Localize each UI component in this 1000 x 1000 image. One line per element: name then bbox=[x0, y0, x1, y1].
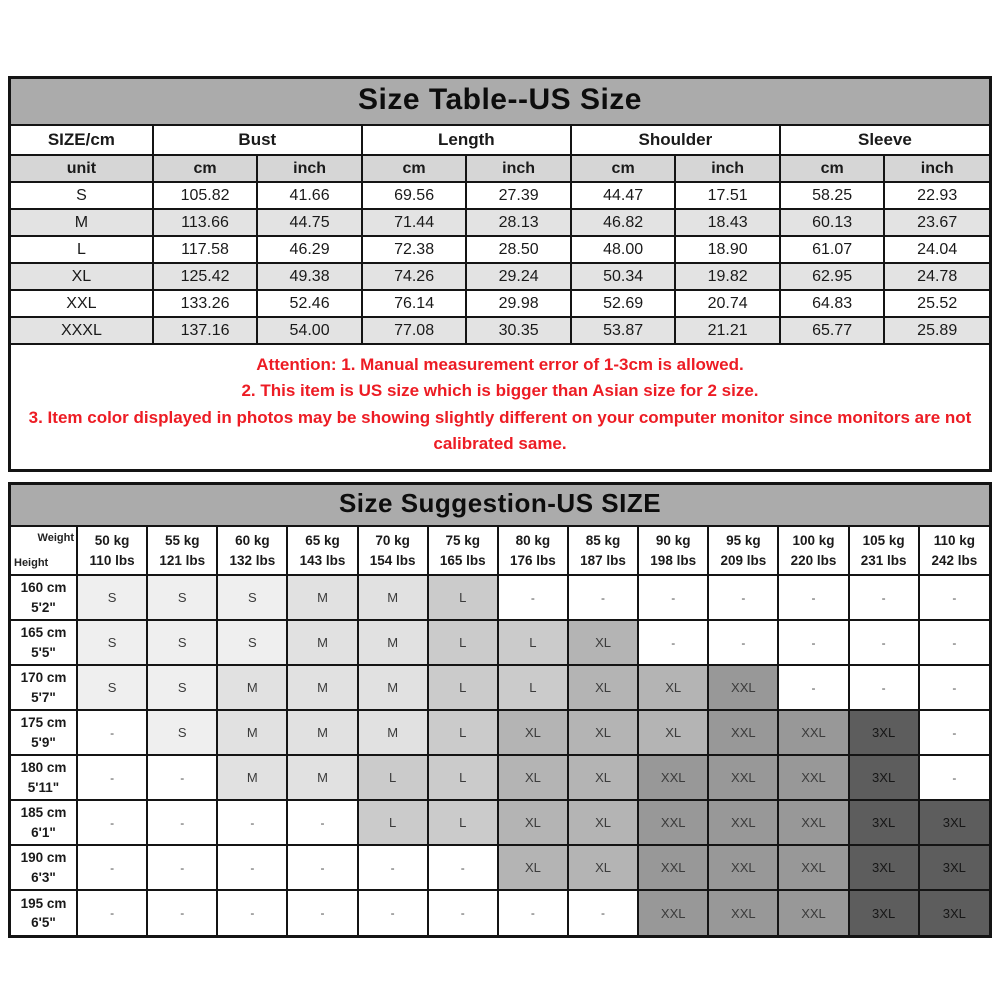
size-label-cell: L bbox=[11, 236, 153, 263]
measurement-cell: 21.21 bbox=[675, 317, 780, 344]
weight-lbs-label: 143 lbs bbox=[299, 552, 346, 568]
suggestion-row bbox=[11, 845, 989, 890]
measurement-cell: 74.26 bbox=[362, 263, 467, 290]
measurement-cell: 72.38 bbox=[362, 236, 467, 263]
size-table-body bbox=[11, 182, 989, 344]
size-suggestion-cell: - bbox=[77, 890, 147, 935]
size-suggestion-cell: M bbox=[358, 710, 428, 755]
measurement-cell: 50.34 bbox=[571, 263, 676, 290]
height-ft-label: 5'5" bbox=[31, 644, 56, 660]
size-suggestion-cell: XXL bbox=[778, 845, 848, 890]
size-table-row bbox=[11, 182, 989, 209]
size-suggestion-cell: - bbox=[287, 890, 357, 935]
measurement-cell: 44.47 bbox=[571, 182, 676, 209]
size-suggestion-cell: 3XL bbox=[919, 845, 989, 890]
size-suggestion-cell: L bbox=[428, 710, 498, 755]
size-suggestion-cell: 3XL bbox=[919, 890, 989, 935]
size-table-row bbox=[11, 236, 989, 263]
weight-header-cell bbox=[778, 527, 848, 575]
size-label-cell: S bbox=[11, 182, 153, 209]
size-suggestion-cell: - bbox=[428, 890, 498, 935]
weight-lbs-label: 231 lbs bbox=[860, 552, 907, 568]
size-suggestion-cell: - bbox=[849, 620, 919, 665]
size-suggestion-cell: - bbox=[919, 755, 989, 800]
size-suggestion-cell: M bbox=[287, 710, 357, 755]
weight-lbs-label: 176 lbs bbox=[510, 552, 556, 568]
height-ft-label: 5'2" bbox=[31, 599, 56, 615]
size-suggestion-cell: - bbox=[919, 710, 989, 755]
unit-cell: cm bbox=[780, 155, 885, 182]
size-suggestion-cell: XL bbox=[568, 710, 638, 755]
size-suggestion-cell: - bbox=[778, 620, 848, 665]
weight-kg-label: 95 kg bbox=[726, 532, 761, 548]
measurement-cell: 23.67 bbox=[884, 209, 989, 236]
size-suggestion-cell: M bbox=[358, 620, 428, 665]
measurement-cell: 30.35 bbox=[466, 317, 571, 344]
height-ft-label: 5'7" bbox=[31, 689, 56, 705]
size-suggestion-cell: M bbox=[287, 755, 357, 800]
unit-row bbox=[11, 155, 989, 182]
weight-lbs-label: 198 lbs bbox=[650, 552, 697, 568]
size-suggestion-cell: 3XL bbox=[849, 800, 919, 845]
size-suggestion-cell: - bbox=[217, 800, 287, 845]
suggestion-row bbox=[11, 710, 989, 755]
height-ft-label: 5'11" bbox=[27, 779, 60, 795]
size-table-group-header-row bbox=[11, 126, 989, 155]
measurement-cell: 76.14 bbox=[362, 290, 467, 317]
measurement-cell: 71.44 bbox=[362, 209, 467, 236]
height-cm-label: 160 cm bbox=[20, 580, 67, 596]
size-suggestion-cell: M bbox=[217, 710, 287, 755]
size-suggestion-cell: XL bbox=[568, 755, 638, 800]
size-suggestion-cell: XL bbox=[568, 665, 638, 710]
measurement-cell: 18.90 bbox=[675, 236, 780, 263]
weight-header-cell bbox=[428, 527, 498, 575]
size-table-section bbox=[8, 76, 992, 472]
size-suggestion-cell: - bbox=[708, 575, 778, 620]
size-suggestion-cell: - bbox=[147, 755, 217, 800]
size-suggestion-cell: - bbox=[217, 845, 287, 890]
attention-line: 2. This item is US size which is bigger than Asian size for 2 size. bbox=[241, 381, 759, 401]
size-suggestion-cell: L bbox=[358, 755, 428, 800]
measurement-cell: 24.04 bbox=[884, 236, 989, 263]
weight-header-cell bbox=[638, 527, 708, 575]
weight-header-cell bbox=[358, 527, 428, 575]
unit-cell: cm bbox=[571, 155, 676, 182]
size-suggestion-table bbox=[11, 527, 989, 935]
size-suggestion-cell: - bbox=[77, 710, 147, 755]
size-suggestion-cell: - bbox=[638, 575, 708, 620]
size-suggestion-cell: L bbox=[428, 665, 498, 710]
size-suggestion-cell: - bbox=[147, 845, 217, 890]
suggestion-row bbox=[11, 620, 989, 665]
size-table-row bbox=[11, 263, 989, 290]
size-suggestion-cell: XXL bbox=[638, 890, 708, 935]
measurement-cell: 28.13 bbox=[466, 209, 571, 236]
size-suggestion-cell: M bbox=[358, 575, 428, 620]
size-suggestion-cell: M bbox=[287, 620, 357, 665]
size-suggestion-cell: XXL bbox=[778, 755, 848, 800]
suggestion-table-body bbox=[11, 575, 989, 935]
size-table-title: Size Table--US Size bbox=[11, 79, 989, 126]
weight-kg-label: 65 kg bbox=[305, 532, 340, 548]
size-suggestion-cell: - bbox=[919, 620, 989, 665]
height-header-cell bbox=[11, 800, 77, 845]
height-ft-label: 6'5" bbox=[31, 915, 56, 931]
size-suggestion-cell: S bbox=[147, 665, 217, 710]
suggestion-row bbox=[11, 800, 989, 845]
size-suggestion-cell: 3XL bbox=[849, 710, 919, 755]
weight-lbs-label: 132 lbs bbox=[229, 552, 276, 568]
measurement-cell: 44.75 bbox=[257, 209, 362, 236]
size-suggestion-cell: - bbox=[217, 890, 287, 935]
measurement-cell: 52.69 bbox=[571, 290, 676, 317]
size-suggestion-section bbox=[8, 482, 992, 938]
size-suggestion-cell: L bbox=[428, 755, 498, 800]
size-table-row bbox=[11, 290, 989, 317]
unit-cell: inch bbox=[675, 155, 780, 182]
suggestion-row bbox=[11, 890, 989, 935]
size-suggestion-cell: L bbox=[498, 665, 568, 710]
weight-header-cell bbox=[498, 527, 568, 575]
size-suggestion-cell: - bbox=[568, 575, 638, 620]
size-suggestion-cell: XXL bbox=[778, 800, 848, 845]
size-suggestion-cell: - bbox=[287, 800, 357, 845]
unit-cell: cm bbox=[153, 155, 258, 182]
size-label-cell: XL bbox=[11, 263, 153, 290]
weight-lbs-label: 220 lbs bbox=[790, 552, 837, 568]
weight-height-corner-cell bbox=[11, 527, 77, 575]
size-suggestion-cell: - bbox=[919, 575, 989, 620]
size-suggestion-cell: L bbox=[428, 800, 498, 845]
unit-cell: unit bbox=[11, 155, 153, 182]
size-suggestion-cell: - bbox=[358, 890, 428, 935]
size-suggestion-cell: XXL bbox=[638, 755, 708, 800]
size-suggestion-cell: L bbox=[428, 620, 498, 665]
size-suggestion-cell: XXL bbox=[708, 665, 778, 710]
measurement-cell: 27.39 bbox=[466, 182, 571, 209]
attention-line: 3. Item color displayed in photos may be showing slightly different on your computer monitor since monitors are not calibrated same. bbox=[28, 407, 972, 454]
size-suggestion-cell: S bbox=[217, 575, 287, 620]
size-suggestion-cell: XL bbox=[498, 800, 568, 845]
size-table-row bbox=[11, 209, 989, 236]
height-ft-label: 5'9" bbox=[31, 734, 56, 750]
size-suggestion-cell: - bbox=[358, 845, 428, 890]
size-suggestion-cell: XL bbox=[568, 620, 638, 665]
corner-height-label: Height bbox=[14, 556, 49, 569]
height-header-cell bbox=[11, 890, 77, 935]
size-suggestion-cell: - bbox=[498, 575, 568, 620]
measurement-cell: 28.50 bbox=[466, 236, 571, 263]
weight-kg-label: 80 kg bbox=[515, 532, 551, 548]
length-header: Length bbox=[362, 126, 571, 155]
size-suggestion-cell: S bbox=[147, 620, 217, 665]
size-suggestion-cell: - bbox=[638, 620, 708, 665]
weight-lbs-label: 121 lbs bbox=[159, 552, 206, 568]
unit-cell: inch bbox=[466, 155, 571, 182]
weight-lbs-label: 242 lbs bbox=[931, 552, 978, 568]
size-suggestion-cell: XXL bbox=[778, 710, 848, 755]
measurement-cell: 61.07 bbox=[780, 236, 885, 263]
measurement-cell: 29.98 bbox=[466, 290, 571, 317]
attention-line: Attention: 1. Manual measurement error of 1-3cm is allowed. bbox=[256, 355, 744, 374]
height-cm-label: 175 cm bbox=[20, 715, 67, 731]
suggestion-row bbox=[11, 575, 989, 620]
size-suggestion-cell: XXL bbox=[638, 800, 708, 845]
size-suggestion-cell: S bbox=[147, 575, 217, 620]
size-suggestion-cell: XL bbox=[498, 755, 568, 800]
size-suggestion-cell: S bbox=[77, 575, 147, 620]
weight-kg-label: 105 kg bbox=[862, 532, 905, 548]
size-label-cell: M bbox=[11, 209, 153, 236]
attention-text bbox=[11, 345, 989, 469]
weight-header-cell bbox=[147, 527, 217, 575]
measurement-cell: 53.87 bbox=[571, 317, 676, 344]
height-header-cell bbox=[11, 845, 77, 890]
size-suggestion-cell: M bbox=[217, 665, 287, 710]
height-cm-label: 195 cm bbox=[20, 895, 67, 911]
measurement-cell: 49.38 bbox=[257, 263, 362, 290]
size-suggestion-cell: M bbox=[217, 755, 287, 800]
weight-kg-label: 85 kg bbox=[585, 532, 621, 548]
weight-header-cell bbox=[708, 527, 778, 575]
weight-lbs-label: 110 lbs bbox=[89, 552, 135, 568]
size-suggestion-cell: - bbox=[849, 665, 919, 710]
unit-cell: inch bbox=[884, 155, 989, 182]
size-suggestion-cell: - bbox=[708, 620, 778, 665]
size-suggestion-cell: - bbox=[147, 800, 217, 845]
corner-weight-label: Weight bbox=[37, 532, 74, 545]
weight-lbs-label: 165 lbs bbox=[439, 552, 486, 568]
weight-lbs-label: 209 lbs bbox=[720, 552, 767, 568]
bust-header: Bust bbox=[153, 126, 362, 155]
size-suggestion-cell: M bbox=[287, 665, 357, 710]
weight-header-cell bbox=[217, 527, 287, 575]
weight-kg-label: 55 kg bbox=[164, 532, 200, 548]
size-suggestion-cell: XL bbox=[498, 710, 568, 755]
size-suggestion-cell: 3XL bbox=[849, 890, 919, 935]
size-suggestion-cell: 3XL bbox=[919, 800, 989, 845]
sleeve-header: Sleeve bbox=[780, 126, 989, 155]
size-suggestion-cell: - bbox=[77, 800, 147, 845]
weight-kg-label: 70 kg bbox=[375, 532, 410, 548]
weight-header-cell bbox=[568, 527, 638, 575]
measurement-cell: 105.82 bbox=[153, 182, 258, 209]
size-suggestion-cell: - bbox=[778, 665, 848, 710]
measurement-cell: 22.93 bbox=[884, 182, 989, 209]
size-suggestion-cell: S bbox=[77, 620, 147, 665]
measurement-cell: 46.29 bbox=[257, 236, 362, 263]
weight-kg-label: 110 kg bbox=[933, 532, 975, 548]
measurement-cell: 24.78 bbox=[884, 263, 989, 290]
measurement-cell: 17.51 bbox=[675, 182, 780, 209]
size-suggestion-title: Size Suggestion-US SIZE bbox=[11, 485, 989, 527]
unit-cell: cm bbox=[362, 155, 467, 182]
measurement-cell: 137.16 bbox=[153, 317, 258, 344]
height-header-cell bbox=[11, 620, 77, 665]
size-suggestion-cell: S bbox=[77, 665, 147, 710]
weight-kg-label: 50 kg bbox=[94, 532, 130, 548]
size-suggestion-cell: S bbox=[147, 710, 217, 755]
measurement-cell: 133.26 bbox=[153, 290, 258, 317]
size-suggestion-cell: XXL bbox=[708, 710, 778, 755]
size-suggestion-cell: - bbox=[428, 845, 498, 890]
measurement-cell: 29.24 bbox=[466, 263, 571, 290]
size-suggestion-cell: XL bbox=[498, 845, 568, 890]
height-cm-label: 165 cm bbox=[20, 625, 67, 641]
height-header-cell bbox=[11, 665, 77, 710]
measurement-cell: 52.46 bbox=[257, 290, 362, 317]
measurement-cell: 18.43 bbox=[675, 209, 780, 236]
size-suggestion-cell: - bbox=[778, 575, 848, 620]
size-label-cell: XXXL bbox=[11, 317, 153, 344]
size-suggestion-cell: L bbox=[358, 800, 428, 845]
shoulder-header: Shoulder bbox=[571, 126, 780, 155]
suggestion-row bbox=[11, 665, 989, 710]
measurement-cell: 117.58 bbox=[153, 236, 258, 263]
size-suggestion-cell: - bbox=[287, 845, 357, 890]
size-suggestion-cell: XXL bbox=[708, 755, 778, 800]
measurement-cell: 25.89 bbox=[884, 317, 989, 344]
unit-cell: inch bbox=[257, 155, 362, 182]
weight-header-cell bbox=[77, 527, 147, 575]
height-cm-label: 190 cm bbox=[20, 850, 67, 866]
size-suggestion-cell: - bbox=[77, 755, 147, 800]
measurement-cell: 25.52 bbox=[884, 290, 989, 317]
measurement-cell: 41.66 bbox=[257, 182, 362, 209]
height-ft-label: 6'1" bbox=[31, 824, 56, 840]
measurement-cell: 113.66 bbox=[153, 209, 258, 236]
height-cm-label: 185 cm bbox=[20, 805, 67, 821]
measurement-cell: 77.08 bbox=[362, 317, 467, 344]
measurement-cell: 62.95 bbox=[780, 263, 885, 290]
size-suggestion-cell: XXL bbox=[708, 800, 778, 845]
size-suggestion-cell: - bbox=[147, 890, 217, 935]
suggestion-row bbox=[11, 755, 989, 800]
size-suggestion-cell: M bbox=[287, 575, 357, 620]
measurement-cell: 46.82 bbox=[571, 209, 676, 236]
size-suggestion-cell: - bbox=[77, 845, 147, 890]
size-suggestion-cell: - bbox=[849, 575, 919, 620]
measurement-cell: 69.56 bbox=[362, 182, 467, 209]
height-header-cell bbox=[11, 710, 77, 755]
measurement-cell: 48.00 bbox=[571, 236, 676, 263]
size-suggestion-cell: XL bbox=[568, 800, 638, 845]
weight-kg-label: 75 kg bbox=[445, 532, 481, 548]
measurement-cell: 60.13 bbox=[780, 209, 885, 236]
size-suggestion-cell: XL bbox=[568, 845, 638, 890]
size-suggestion-cell: M bbox=[358, 665, 428, 710]
size-suggestion-cell: 3XL bbox=[849, 755, 919, 800]
weight-header-cell bbox=[919, 527, 989, 575]
size-label-cell: XXL bbox=[11, 290, 153, 317]
weight-header-cell bbox=[849, 527, 919, 575]
measurement-cell: 20.74 bbox=[675, 290, 780, 317]
size-suggestion-cell: XL bbox=[638, 710, 708, 755]
weight-kg-label: 90 kg bbox=[655, 532, 691, 548]
suggestion-header-row bbox=[11, 527, 989, 575]
size-suggestion-cell: XL bbox=[638, 665, 708, 710]
measurement-cell: 58.25 bbox=[780, 182, 885, 209]
size-suggestion-cell: XXL bbox=[778, 890, 848, 935]
measurement-cell: 64.83 bbox=[780, 290, 885, 317]
height-header-cell bbox=[11, 755, 77, 800]
size-suggestion-cell: L bbox=[498, 620, 568, 665]
size-suggestion-cell: - bbox=[919, 665, 989, 710]
height-cm-label: 170 cm bbox=[20, 670, 67, 686]
height-cm-label: 180 cm bbox=[20, 760, 67, 776]
measurement-cell: 65.77 bbox=[780, 317, 885, 344]
measurement-cell: 54.00 bbox=[257, 317, 362, 344]
size-table bbox=[11, 126, 989, 345]
height-ft-label: 6'3" bbox=[31, 869, 56, 885]
size-suggestion-cell: 3XL bbox=[849, 845, 919, 890]
weight-kg-label: 100 kg bbox=[792, 532, 835, 548]
size-suggestion-cell: S bbox=[217, 620, 287, 665]
weight-lbs-label: 154 lbs bbox=[369, 552, 416, 568]
weight-kg-label: 60 kg bbox=[235, 532, 270, 548]
size-suggestion-cell: XXL bbox=[708, 845, 778, 890]
size-suggestion-cell: - bbox=[568, 890, 638, 935]
size-col-header: SIZE/cm bbox=[11, 126, 153, 155]
size-suggestion-cell: L bbox=[428, 575, 498, 620]
size-suggestion-cell: - bbox=[498, 890, 568, 935]
weight-lbs-label: 187 lbs bbox=[580, 552, 626, 568]
size-table-row bbox=[11, 317, 989, 344]
size-suggestion-cell: XXL bbox=[708, 890, 778, 935]
measurement-cell: 19.82 bbox=[675, 263, 780, 290]
size-suggestion-cell: XXL bbox=[638, 845, 708, 890]
weight-header-cell bbox=[287, 527, 357, 575]
height-header-cell bbox=[11, 575, 77, 620]
measurement-cell: 125.42 bbox=[153, 263, 258, 290]
